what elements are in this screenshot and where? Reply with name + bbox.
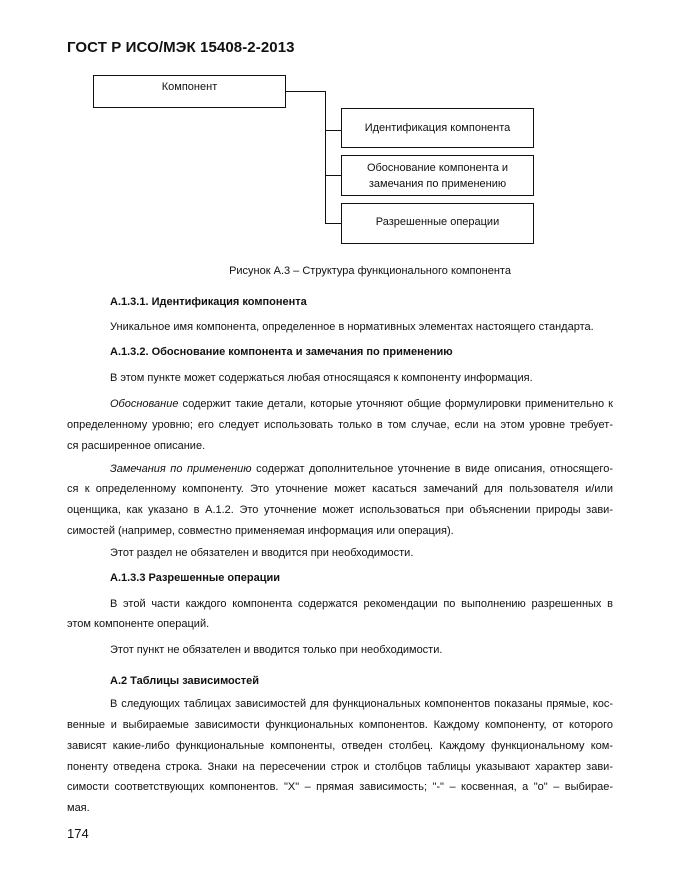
paragraph-line: мая. <box>67 802 90 814</box>
section-heading: А.1.3.2. Обоснование компонента и замечания по применению <box>110 346 453 358</box>
paragraph-line: поненту отведена строка. Знаки на пересечении строк и столбцов таблицы указывают характер зави- <box>67 761 613 773</box>
paragraph-line: В этой части каждого компонента содержатся рекомендации по выполнению разрешенных в <box>110 598 613 610</box>
section-heading: А.2 Таблицы зависимостей <box>110 675 260 687</box>
paragraph-text: содержит такие детали, которые уточняют общие формулировки применительно к <box>178 398 613 410</box>
paragraph-line: симости соответствующих компонентов. "X" – прямая зависимость; "-" – косвенная, а "o" – выбирае- <box>67 781 613 793</box>
diagram-box-label: Разрешенные операции <box>375 216 500 228</box>
diagram-box-label-line: замечания по применению <box>368 178 507 190</box>
connector-branch-2 <box>325 175 342 176</box>
paragraph-line: ся к определенному компоненту. Это уточнение может касаться замечаний для пользователя и/или <box>67 483 613 495</box>
diagram-box-operations <box>341 203 534 244</box>
section-heading: А.1.3.1. Идентификация компонента <box>110 296 307 308</box>
page-number: 174 <box>67 826 89 841</box>
connector-vertical <box>325 91 326 224</box>
emphasis-term: Замечания по применению <box>110 463 252 475</box>
diagram-box-label: Идентификация компонента <box>364 122 511 134</box>
paragraph-line: оценщика, как указано в А.1.2. Это уточнение может использоваться при объяснении природы зави- <box>67 504 613 516</box>
paragraph-line: Уникальное имя компонента, определенное в нормативных элементах настоящего стандарта. <box>110 321 594 333</box>
paragraph-line: В этом пункте может содержаться любая относящаяся к компоненту информация. <box>110 372 533 384</box>
paragraph-text: содержат дополнительное уточнение в виде описания, относящего- <box>251 463 613 475</box>
emphasis-term: Обоснование <box>110 398 179 410</box>
paragraph-line: ся расширенное описание. <box>67 440 206 452</box>
paragraph-line: венные и выбираемые зависимости функциональных компонентов. Каждому компоненту, от которого <box>67 719 613 731</box>
paragraph-line: В следующих таблицах зависимостей для функциональных компонентов показаны прямые, кос- <box>110 698 613 710</box>
paragraph-line: зависят какие-либо функциональные компоненты, отведен столбец. Каждому функциональному ком- <box>67 740 613 752</box>
diagram-box-identification <box>341 108 534 148</box>
section-heading: А.1.3.3 Разрешенные операции <box>110 572 281 584</box>
diagram-box-rationale <box>341 155 534 196</box>
paragraph-line: Этот раздел не обязателен и вводится при необходимости. <box>110 547 414 559</box>
paragraph-line: Этот пункт не обязателен и вводится только при необходимости. <box>110 644 443 656</box>
connector-branch-1 <box>325 130 342 131</box>
paragraph-line: определенному уровню; его следует использовать только в том случае, если на этом уровне требует- <box>67 419 613 431</box>
paragraph-line <box>110 462 613 476</box>
connector-root-horizontal <box>285 91 326 92</box>
diagram-box-label-line: Обоснование компонента и <box>366 162 509 174</box>
paragraph-line: симостей (например, совместно применяемая информация или операция). <box>67 525 454 537</box>
diagram-box-component <box>93 75 286 108</box>
diagram-box-label: Компонент <box>161 81 218 93</box>
document-header-title: ГОСТ Р ИСО/МЭК 15408-2-2013 <box>67 39 295 56</box>
paragraph-line: этом компоненте операций. <box>67 618 210 630</box>
connector-branch-3 <box>325 223 342 224</box>
figure-caption: Рисунок А.3 – Структура функционального компонента <box>229 265 511 277</box>
paragraph-line <box>110 397 613 411</box>
